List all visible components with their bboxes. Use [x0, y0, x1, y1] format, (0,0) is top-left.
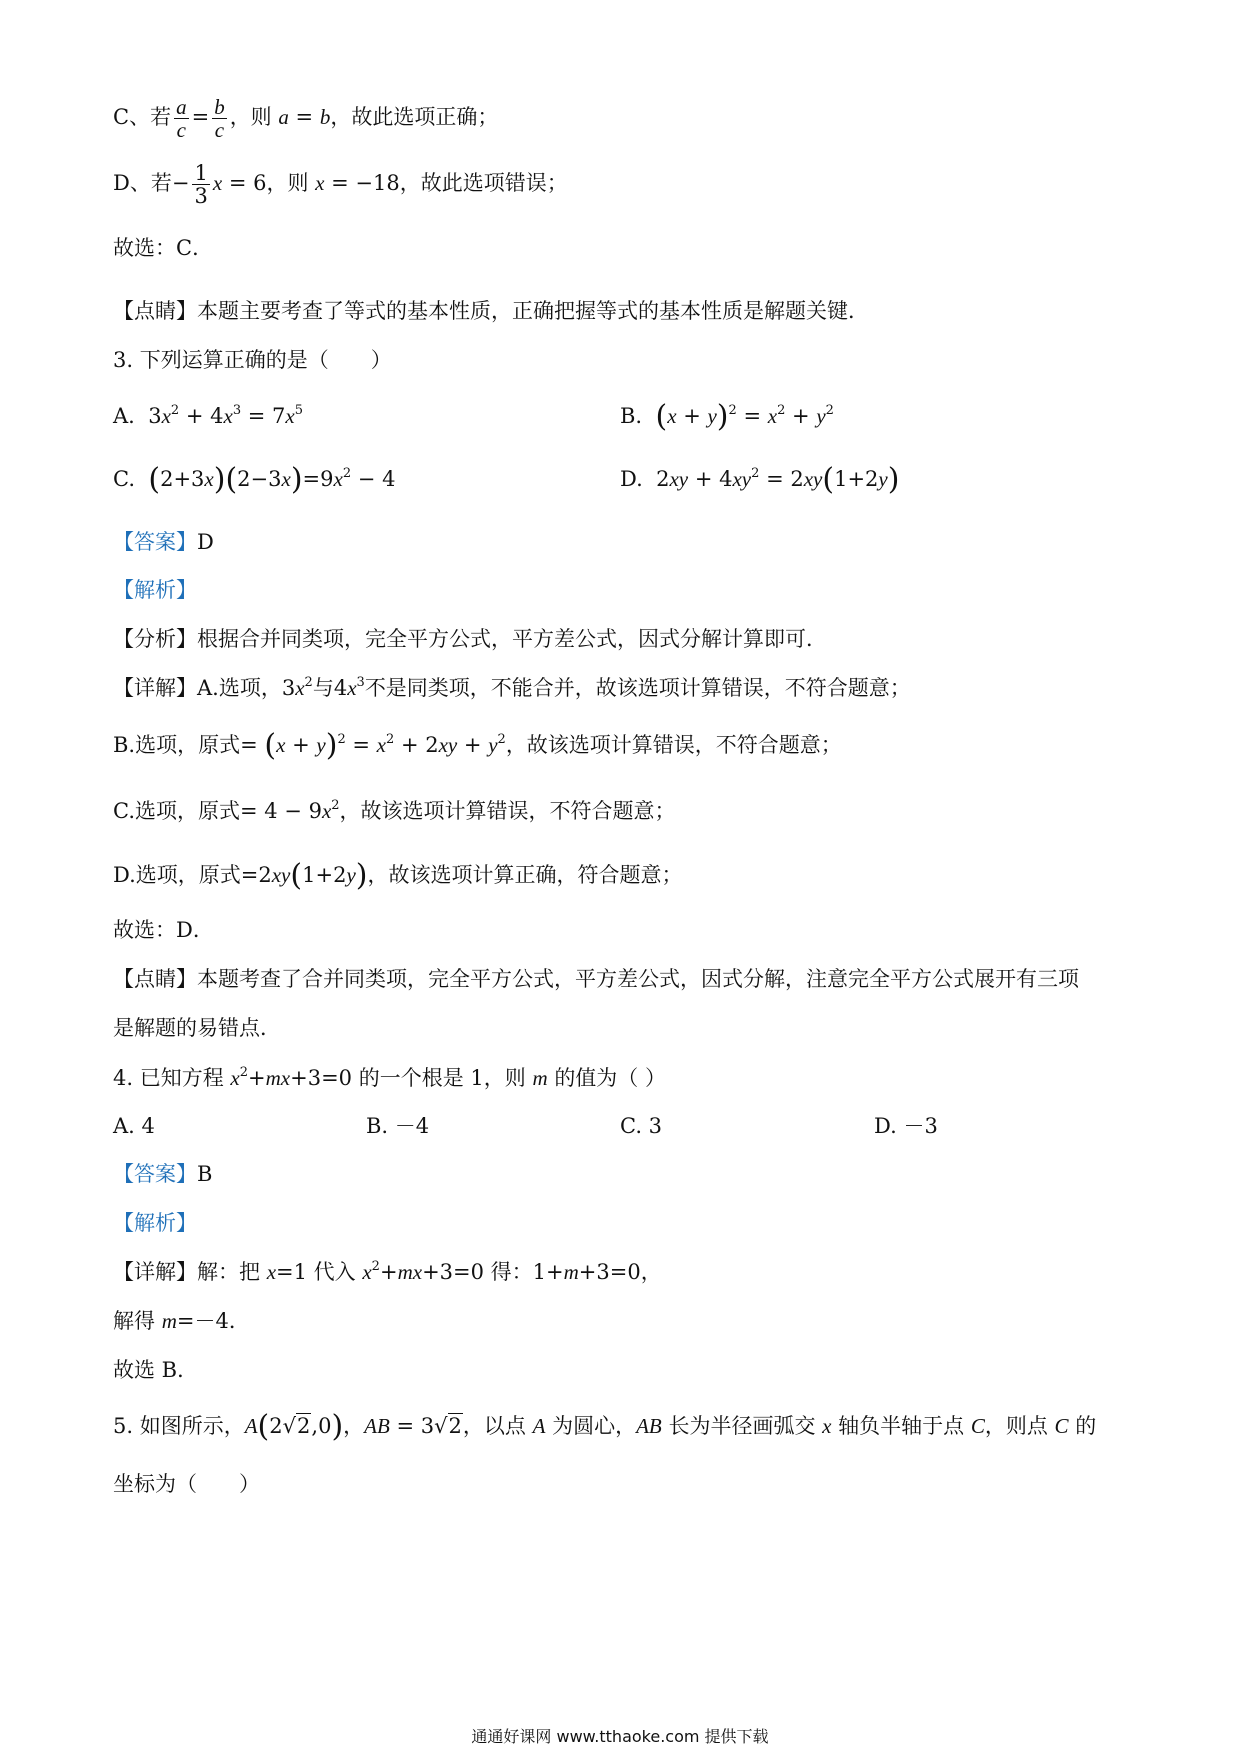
q4-answer: 【答案】B	[113, 1162, 213, 1186]
q3-detail-d: D.选项，原式=2xy(1+2y)，故该选项计算正确，符合题意；	[113, 858, 683, 893]
q3-tip-cont: 是解题的易错点．	[113, 1016, 281, 1040]
q3-fenxi: 【分析】根据合并同类项，完全平方公式，平方差公式，因式分解计算即可．	[113, 627, 827, 651]
q2-choose: 故选：C．	[113, 236, 214, 260]
fraction-b-over-c: $\frac{b}{c}$	[214, 95, 225, 143]
q3-answer: 【答案】D	[113, 530, 214, 554]
q3-analysis-tag: 【解析】	[113, 578, 197, 602]
sqrt-two-b: √2	[434, 1414, 462, 1438]
q3-choose: 故选：D．	[113, 918, 214, 942]
q3-option-d: D. $2xy + 4xy^2 = 2xy(1+2y)$	[620, 462, 900, 497]
q4-option-c: C. 3	[620, 1114, 663, 1138]
q5-stem-cont: 坐标为（ ）	[113, 1472, 260, 1496]
fraction-a-over-c: $\frac{a}{c}$	[176, 95, 187, 143]
q3-option-c: C. $(2+3x)(2-3x)=9x^2 - 4$	[113, 462, 396, 497]
fraction-one-third: $\frac{1}{3}$	[194, 161, 208, 209]
q4-detail: 【详解】解：把 x=1 代入 $x^2+mx+3=0$ 得：1+m+3=0，	[113, 1259, 662, 1284]
q3-detail-a: 【详解】A.选项，$3x^2$与$4x^3$不是同类项，不能合并，故该选项计算错误，不符合题意；	[113, 675, 911, 700]
q3-option-b: B. $(x + y)^2 = x^2 + y^2$	[620, 399, 834, 434]
q4-option-d: D. －3	[874, 1114, 938, 1138]
q4-option-b: B. －4	[366, 1114, 430, 1138]
q3-detail-c: C.选项，原式= $4 - 9x^2$，故该选项计算错误，不符合题意；	[113, 798, 676, 823]
q4-analysis-tag: 【解析】	[113, 1211, 197, 1235]
q3-tip: 【点睛】本题考查了合并同类项，完全平方公式，平方差公式，因式分解，注意完全平方公式展开有三项	[113, 967, 1079, 991]
q4-solve: 解得 m=－4．	[113, 1309, 250, 1333]
q4-choose: 故选 B．	[113, 1358, 199, 1382]
sqrt-two: √2	[282, 1414, 311, 1438]
footer-watermark: 通通好课网 www.tthaoke.com 提供下载	[471, 1727, 769, 1746]
q3-stem: 3. 下列运算正确的是（ ）	[113, 348, 392, 372]
q4-stem: 4. 已知方程 $x^2+mx+3=0$ 的一个根是 1，则 m 的值为（ ）	[113, 1065, 666, 1090]
q5-stem: 5. 如图所示，A(2√2,0)，AB = 3√2，以点 A 为圆心，AB 长为半径画弧交 x 轴负半轴于点 C，则点 C 的	[113, 1409, 1097, 1444]
line-d-option: D、若− $\frac{1}{3}$ x = 6，则 x = −18，故此选项错误；	[113, 161, 568, 209]
q3-option-a: A. $3x^2 + 4x^3 = 7x^5$	[113, 403, 304, 428]
q3-detail-b: B.选项，原式= $(x + y)^2 = x^2 + 2xy + y^2$，故该选项计算错误，不符合题意；	[113, 728, 842, 763]
q2-tip: 【点睛】本题主要考查了等式的基本性质，正确把握等式的基本性质是解题关键．	[113, 299, 869, 323]
q4-option-a: A. 4	[113, 1114, 155, 1138]
line-c-option: C、若 $\frac{a}{c}$ = $\frac{b}{c}$ ，则 a = b，故此选项正确；	[113, 95, 499, 143]
